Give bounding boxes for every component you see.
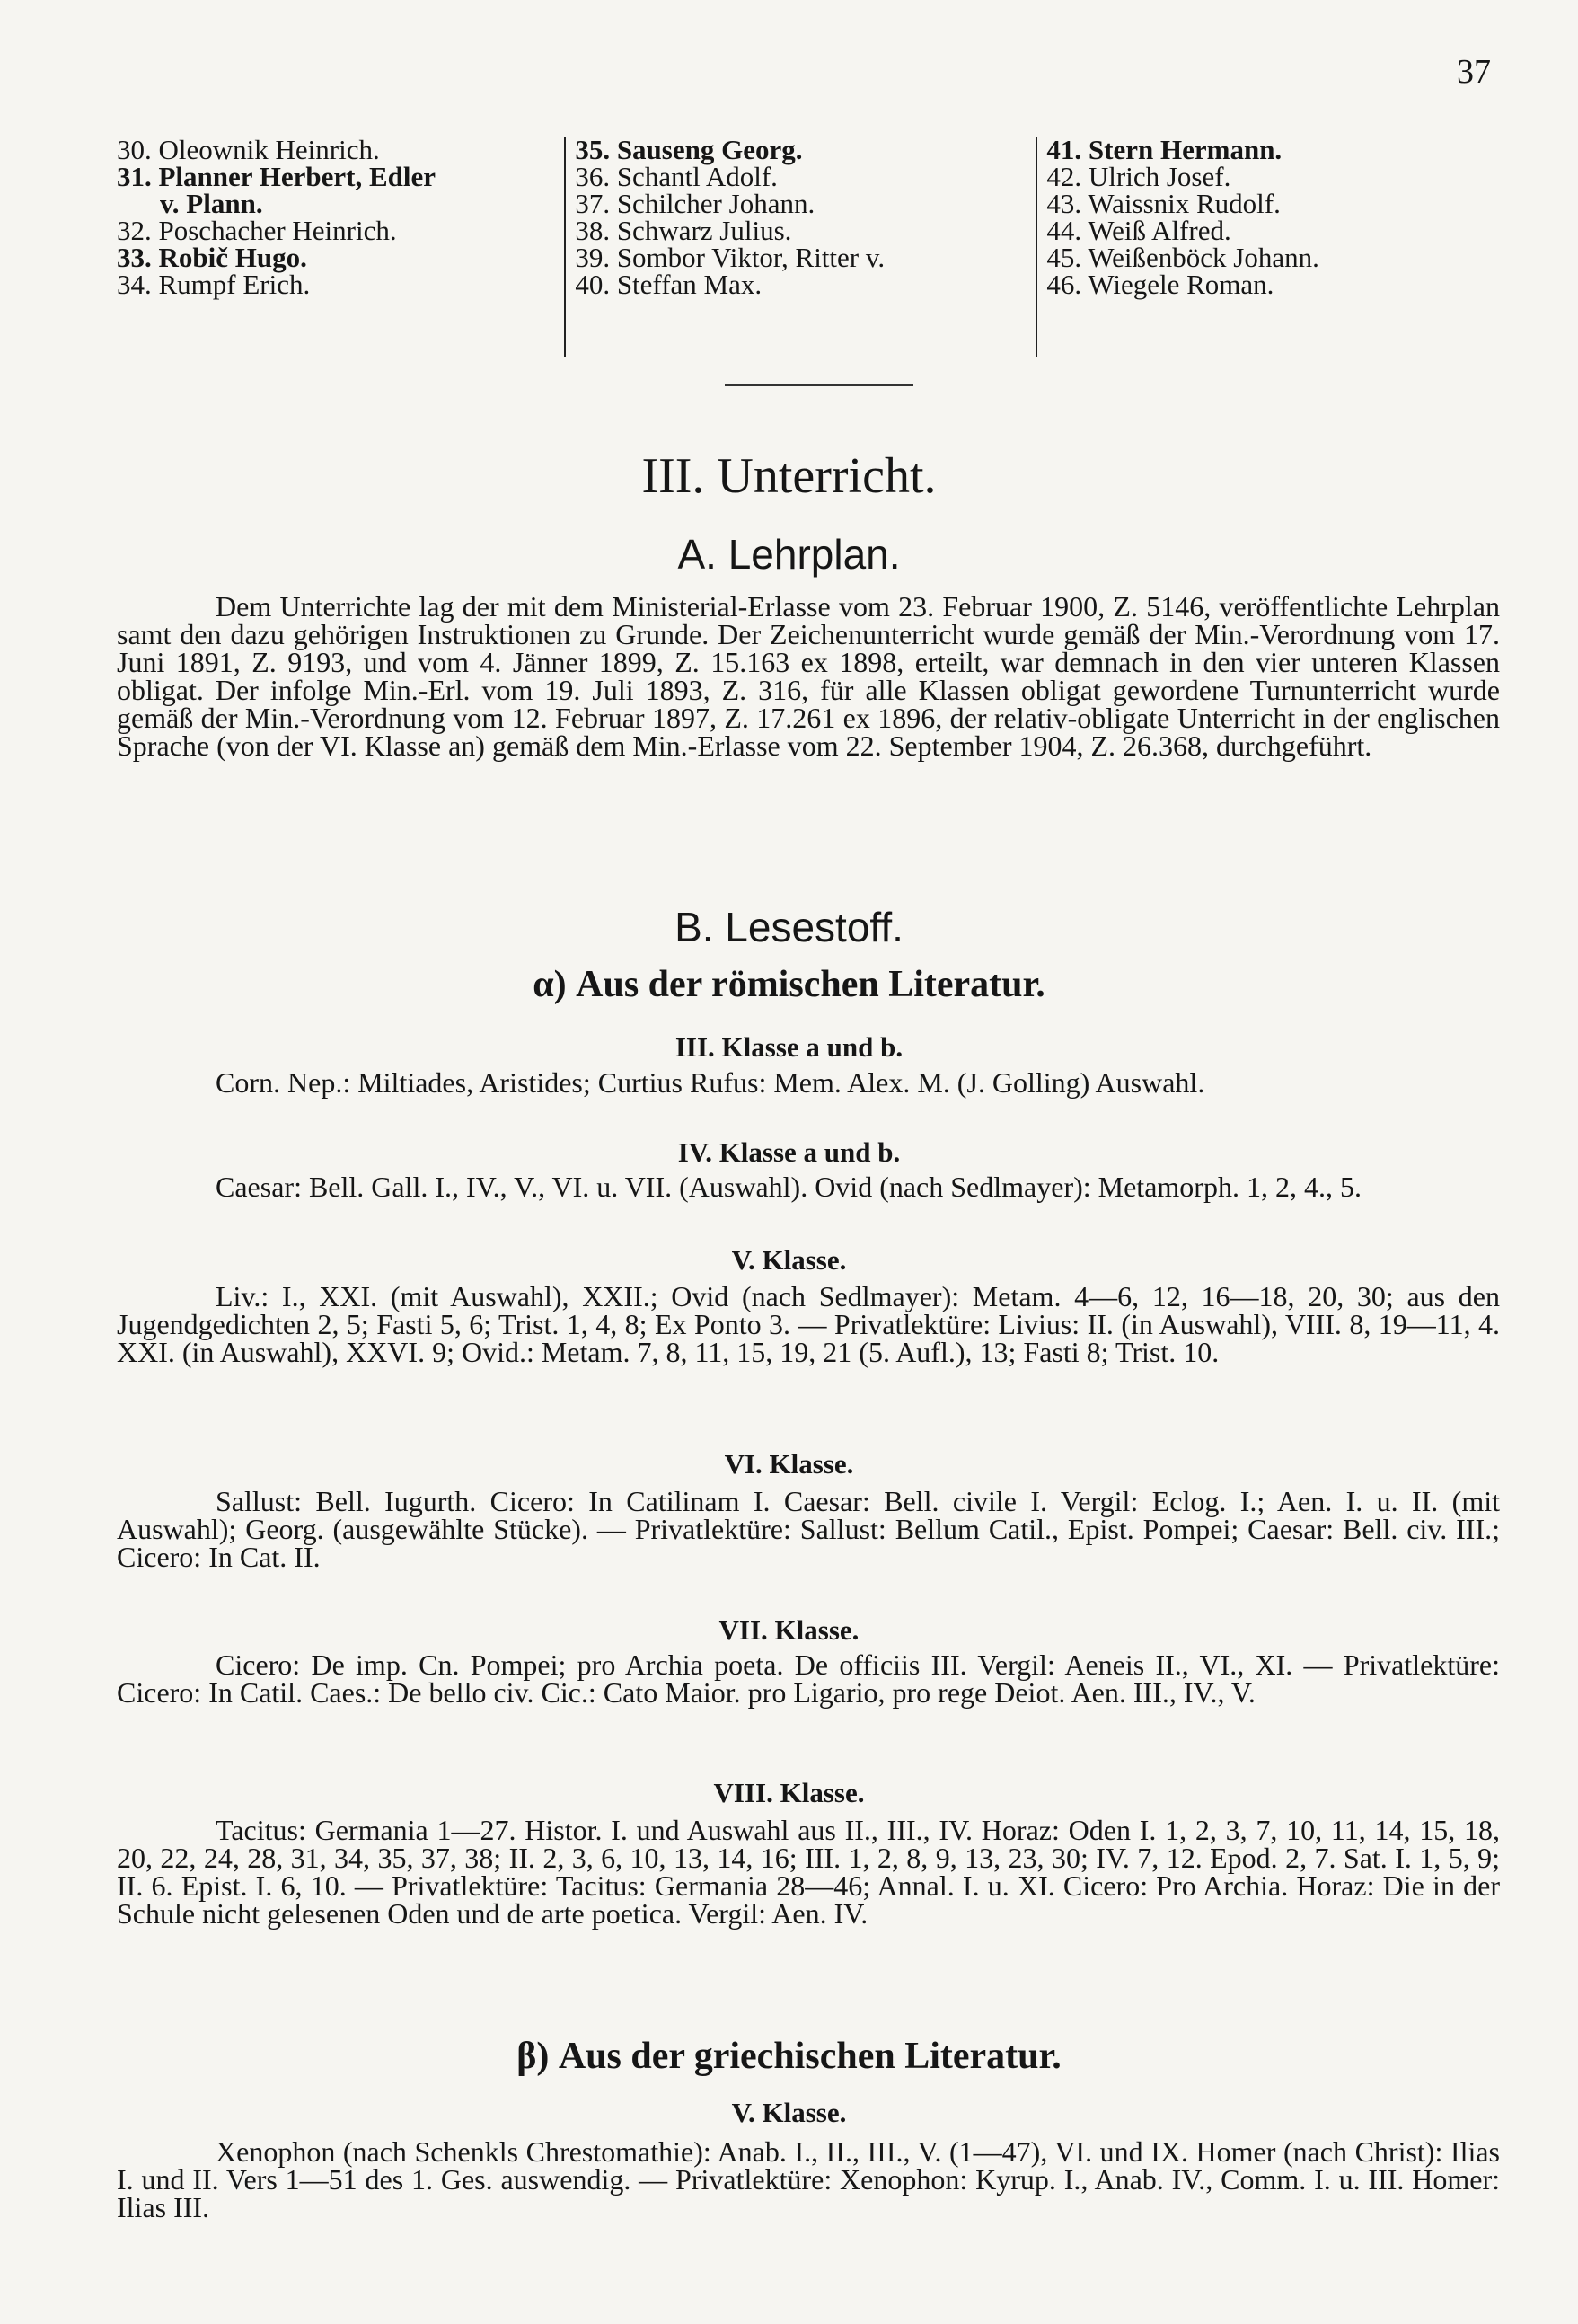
class-3-heading: III. Klasse a und b. xyxy=(674,1031,904,1063)
list-item: 32. Poschacher Heinrich. xyxy=(117,215,397,246)
list-item: 45. Weißenböck Johann. xyxy=(1046,242,1319,273)
name-column-2 xyxy=(564,134,1036,357)
list-item: 40. Steffan Max. xyxy=(575,269,763,300)
page-number: 37 xyxy=(1457,53,1491,91)
class-3-text: Corn. Nep.: Miltiades, Aristides; Curtius Rufus: Mem. Alex. M. (J. Golling) Auswahl. xyxy=(216,1066,1205,1099)
lehrplan-text: Dem Unterrichte lag der mit dem Ministerial-Erlasse vom 23. Februar 1900, Z. 5146, veröffentlichte Lehrplan samt den dazu gehörigen Instruktionen zu Grunde. Der Zeichenunterricht wurde gemäß der Min.-Verordnung vom 17. Juni 1891, Z. 9193, und vom 4. Jänner 1899, Z. 15.163 ex 1898, erteilt, war demnach in den vier unteren Klassen obligat. Der infolge Min.-Erl. vom 19. Juli 1893, Z. 316, für alle Klassen obligat gewordene Turnunterricht wurde gemäß der Min.-Verordnung vom 12. Februar 1897, Z. 17.261 ex 1896, der relativ-obligate Unterricht in der englischen Sprache (von der VI. Klasse an) gemäß dem Min.-Erlasse vom 22. September 1904, Z. 26.368, durchgeführt. xyxy=(117,590,1500,762)
list-item: 36. Schantl Adolf. xyxy=(575,161,778,192)
list-item: 38. Schwarz Julius. xyxy=(575,215,792,246)
divider xyxy=(725,384,913,386)
class-6-text: Sallust: Bell. Iugurth. Cicero: In Catilinam I. Caesar: Bell. civile I. Vergil: Eclog. I.; Aen. I. u. II. (mit Auswahl); Georg. (ausgewählte Stücke). — Privatlektüre: Sallust: Bellum Catil., Epist. Pompei; Caesar: Bell. civ. III.; Cicero: In Cat. II. xyxy=(117,1485,1500,1573)
lehrplan-heading: A. Lehrplan. xyxy=(677,531,901,578)
list-item: 31. Planner Herbert, Edler xyxy=(117,161,436,192)
section-title: III. Unterricht. xyxy=(641,448,937,504)
list-item: 35. Sauseng Georg. xyxy=(575,134,803,165)
list-item: 43. Waissnix Rudolf. xyxy=(1046,188,1281,219)
class-5-text: Liv.: I., XXI. (mit Auswahl), XXII.; Ovid (nach Sedlmayer): Metam. 4—6, 12, 16—18, 20, 30; aus den Jugendgedichten 2, 5; Fasti 5, 6; Trist. 1, 4, 8; Ex Ponto 3. — Privatlektüre: Livius: II. (in Auswahl), VIII. 8, 19—11, 4. XXI. (in Auswahl), XXVI. 9; Ovid.: Metam. 7, 8, 11, 15, 19, 21 (5. Aufl.), 13; Fasti 8; Trist. 10. xyxy=(117,1280,1500,1368)
class-7-heading: VII. Klasse. xyxy=(718,1614,860,1646)
list-item: v. Plann. xyxy=(160,188,263,219)
list-item: 34. Rumpf Erich. xyxy=(117,269,311,300)
lesestoff-heading: B. Lesestoff. xyxy=(674,904,904,950)
class-4-heading: IV. Klasse a und b. xyxy=(677,1136,901,1168)
class-4-text: Caesar: Bell. Gall. I., IV., V., VI. u. VII. (Auswahl). Ovid (nach Sedlmayer): Metamorph. 1, 2, 4., 5. xyxy=(216,1171,1362,1203)
greek-literature-heading: β) Aus der griechischen Literatur. xyxy=(516,2036,1062,2077)
greek-class-5-heading: V. Klasse. xyxy=(731,2097,847,2128)
name-column-3 xyxy=(1036,134,1410,357)
class-8-heading: VIII. Klasse. xyxy=(713,1777,865,1808)
list-item: 30. Oleownik Heinrich. xyxy=(117,134,380,165)
list-item: 42. Ulrich Josef. xyxy=(1046,161,1231,192)
list-item: 37. Schilcher Johann. xyxy=(575,188,815,219)
list-item: 39. Sombor Viktor, Ritter v. xyxy=(575,242,886,273)
list-item: 33. Robič Hugo. xyxy=(117,242,307,273)
class-5-heading: V. Klasse. xyxy=(731,1244,847,1276)
name-column-1 xyxy=(117,134,564,357)
greek-class-5-text: Xenophon (nach Schenkls Chrestomathie): Anab. I., II., III., V. (1—47), VI. und IX. Homer (nach Christ): Ilias I. und II. Vers 1—51 des 1. Ges. auswendig. — Privatlektüre: Xenophon: Kyrup. I., Anab. IV., Comm. I. u. III. Homer: Ilias III. xyxy=(117,2135,1500,2223)
class-6-heading: VI. Klasse. xyxy=(724,1448,854,1480)
list-item: 41. Stern Hermann. xyxy=(1046,134,1283,165)
class-8-text: Tacitus: Germania 1—27. Histor. I. und Auswahl aus II., III., IV. Horaz: Oden I. 1, 2, 3, 7, 10, 11, 14, 15, 18, 20, 22, 24, 28, 31, 34, 35, 37, 38; II. 2, 3, 6, 10, 13, 14, 16; III. 1, 2, 8, 9, 13, 23, 30; IV. 7, 12. Epod. 2, 7. Sat. I. 1, 5, 9; II. 6. Epist. I. 6, 10. — Privatlektüre: Tacitus: Germania 28—46; Annal. I. u. XI. Cicero: Pro Archia. Horaz: Die in der Schule nicht gelesenen Oden und de arte poetica. Vergil: Aen. IV. xyxy=(117,1814,1500,1930)
roman-literature-heading: α) Aus der römischen Literatur. xyxy=(533,964,1045,1005)
list-item: 46. Wiegele Roman. xyxy=(1046,269,1274,300)
student-name-list xyxy=(117,134,1410,357)
class-7-text: Cicero: De imp. Cn. Pompei; pro Archia poeta. De officiis III. Vergil: Aeneis II., VI., XI. — Privatlektüre: Cicero: In Catil. Caes.: De bello civ. Cic.: Cato Maior. pro Ligario, pro rege Deiot. Aen. III., IV., V. xyxy=(117,1648,1500,1709)
list-item: 44. Weiß Alfred. xyxy=(1046,215,1231,246)
